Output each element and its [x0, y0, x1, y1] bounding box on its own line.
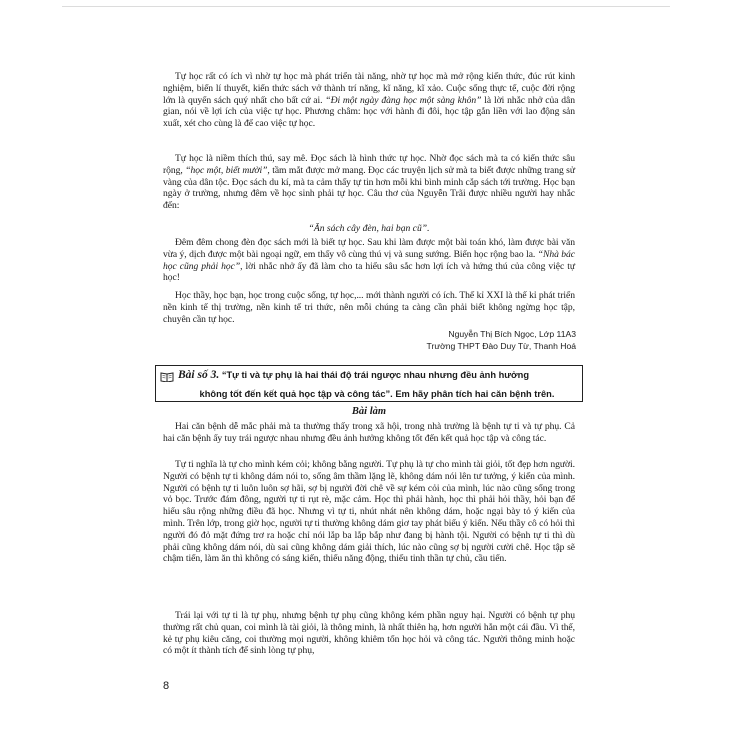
paragraph-self-study-benefits: Tự học rất có ích vì nhờ tự học mà phát triển tài năng, nhờ tự học mà mở rộng kiến thức, đúc rút kinh nghiệm, biến lí thuyết, kiến thức sách vở thành trí năng, kĩ năng, kĩ xảo. Cuộc sống thực tế, cuộc đời rộng lớn là quyển sách quý nhất cho bất cứ ai. “Đi một ngày đàng học một sàng khôn” là lời nhắc nhở của dân gian, nói về lợi ích của việc tự học. Phương châm: học với hành đi đôi, học tập gắn liền với lao động sản xuất, xét cho cùng là để cao việc tự học.	[163, 71, 575, 130]
scholar-quote: “Nhà bác học cũng phải học”	[163, 248, 575, 272]
paragraph-conclusion: Học thầy, học bạn, học trong cuộc sống, tự học,... mới thành người có ích. Thế kỉ XXI là thế kỉ phát triển nền kinh tế thị trường, nền kinh tế tri thức, nên mỗi chúng ta càng cần phải biết không ngừng học tập, chuyên cần tự học.	[163, 290, 575, 325]
exercise-prompt-line2: không tốt đến kết quả học tập và công tác”. Em hãy phân tích hai căn bệnh trên.	[199, 389, 555, 399]
answer-heading: Bài làm	[351, 406, 387, 417]
idiom-quote: “học một, biết mười”	[185, 164, 268, 176]
exercise-prompt	[178, 369, 576, 399]
exercise-prompt-line1: “Tự ti và tự phụ là hai thái độ trái ngược nhau nhưng đều ảnh hưởng	[221, 370, 530, 380]
exercise-prompt-box	[155, 365, 583, 402]
paragraph-inferiority: Tự ti nghĩa là tự cho mình kém cỏi; không bằng người. Tự phụ là tự cho mình tài giỏi, tốt đẹp hơn người. Người có bệnh tự ti không dám nói to, sống âm thầm lặng lẽ, không dám nói lên tư tưởng, ý kiến của mình. Người có bệnh tự ti luôn luôn sợ hãi, sợ bị người đời chê về sự kém cỏi của mình, lúc nào cũng sống trong vỏ bọc. Trước đám đông, người tự ti rụt rè, mặc cảm. Học thì phải hành, học thì phải hỏi thầy, hỏi bạn để hiểu sâu rộng những điều đã học. Nhưng vì tự ti, nhút nhát nên không dám, hoặc ngại bày tỏ ý kiến của mình. Trên lớp, trong giờ học, người tự ti thường không dám giơ tay phát biểu ý kiến. Nếu thầy cô có hỏi thì người đó đỏ mặt đứng trơ ra hoặc chỉ nói lắp ba lắp bắp như đang bị hành tội. Người có bệnh tự ti thì dù phải cũng không dám nói, dù sai cũng không dám giải thích, lúc nào cũng sợ bị người cười chê. Học tập sẽ chậm tiến, làm ăn thì không có sáng kiến, thiếu năng động, thiếu tinh thần tự chủ, cầu tiến.	[163, 459, 575, 565]
exercise-label: Bài số 3.	[178, 369, 220, 381]
open-book-icon	[160, 371, 174, 382]
author-name: Nguyễn Thị Bích Ngọc, Lớp 11A3	[448, 329, 576, 339]
paragraph-night-study: Đêm đêm chong đèn đọc sách mới là biết tự học. Sau khi làm được một bài toán khó, làm được bài văn vừa ý, dịch được một bài ngoại ngữ, em thấy vô cùng thú vị và sung sướng. Biển học rộng bao la. “Nhà bác học cũng phải học”, lời nhắc nhở ấy đã làm cho ta hiểu sâu sắc hơn lợi ích và hứng thú của công việc tự học!	[163, 237, 575, 284]
page-number: 8	[163, 680, 170, 692]
paragraph-reading: Tự học là niềm thích thú, say mê. Đọc sách là hình thức tự học. Nhờ đọc sách mà ta có kiến thức sâu rộng, “học một, biết mười”, tầm mắt được mở mang. Đọc các truyện lịch sử mà ta biết được những trang sử vàng của dân tộc. Đọc sách du kí, mà ta cảm thấy tự tin hơn mỗi khi bình minh cắp sách tới trường. Học bạn ngày ở trường, nhưng đêm về học sinh phải tự học. Câu thơ của Nguyễn Trãi được nhiều người hay nhắc đến:	[163, 153, 575, 212]
paragraph-intro: Hai căn bệnh dễ mắc phải mà ta thường thấy trong xã hội, trong nhà trường là bệnh tự ti và tự phụ. Cả hai căn bệnh ấy tuy trái ngược nhau nhưng đều ảnh hưởng không tốt đến kết quả học tập và công tác.	[163, 421, 575, 444]
poem-quote: “Ăn sách cây đèn, hai bạn cũ”.	[308, 223, 430, 234]
page-top-rule	[62, 6, 670, 7]
folk-saying: “Đi một ngày đàng học một sàng khôn”	[325, 94, 482, 106]
paragraph-arrogance: Trái lại với tự ti là tự phụ, nhưng bệnh tự phụ cũng không kém phần nguy hại. Người có bệnh tự phụ thường rất chủ quan, coi mình là tài giỏi, là thông minh, là nhất thiên hạ, hơn người hẳn một cái đầu. Vì thế, kẻ tự phụ kiêu căng, coi thường mọi người, không khiêm tốn học hỏi và công tác. Người thông minh hoặc có một ít thành tích để sinh lòng tự phụ,	[163, 610, 575, 657]
author-school: Trường THPT Đào Duy Từ, Thanh Hoá	[426, 341, 576, 351]
